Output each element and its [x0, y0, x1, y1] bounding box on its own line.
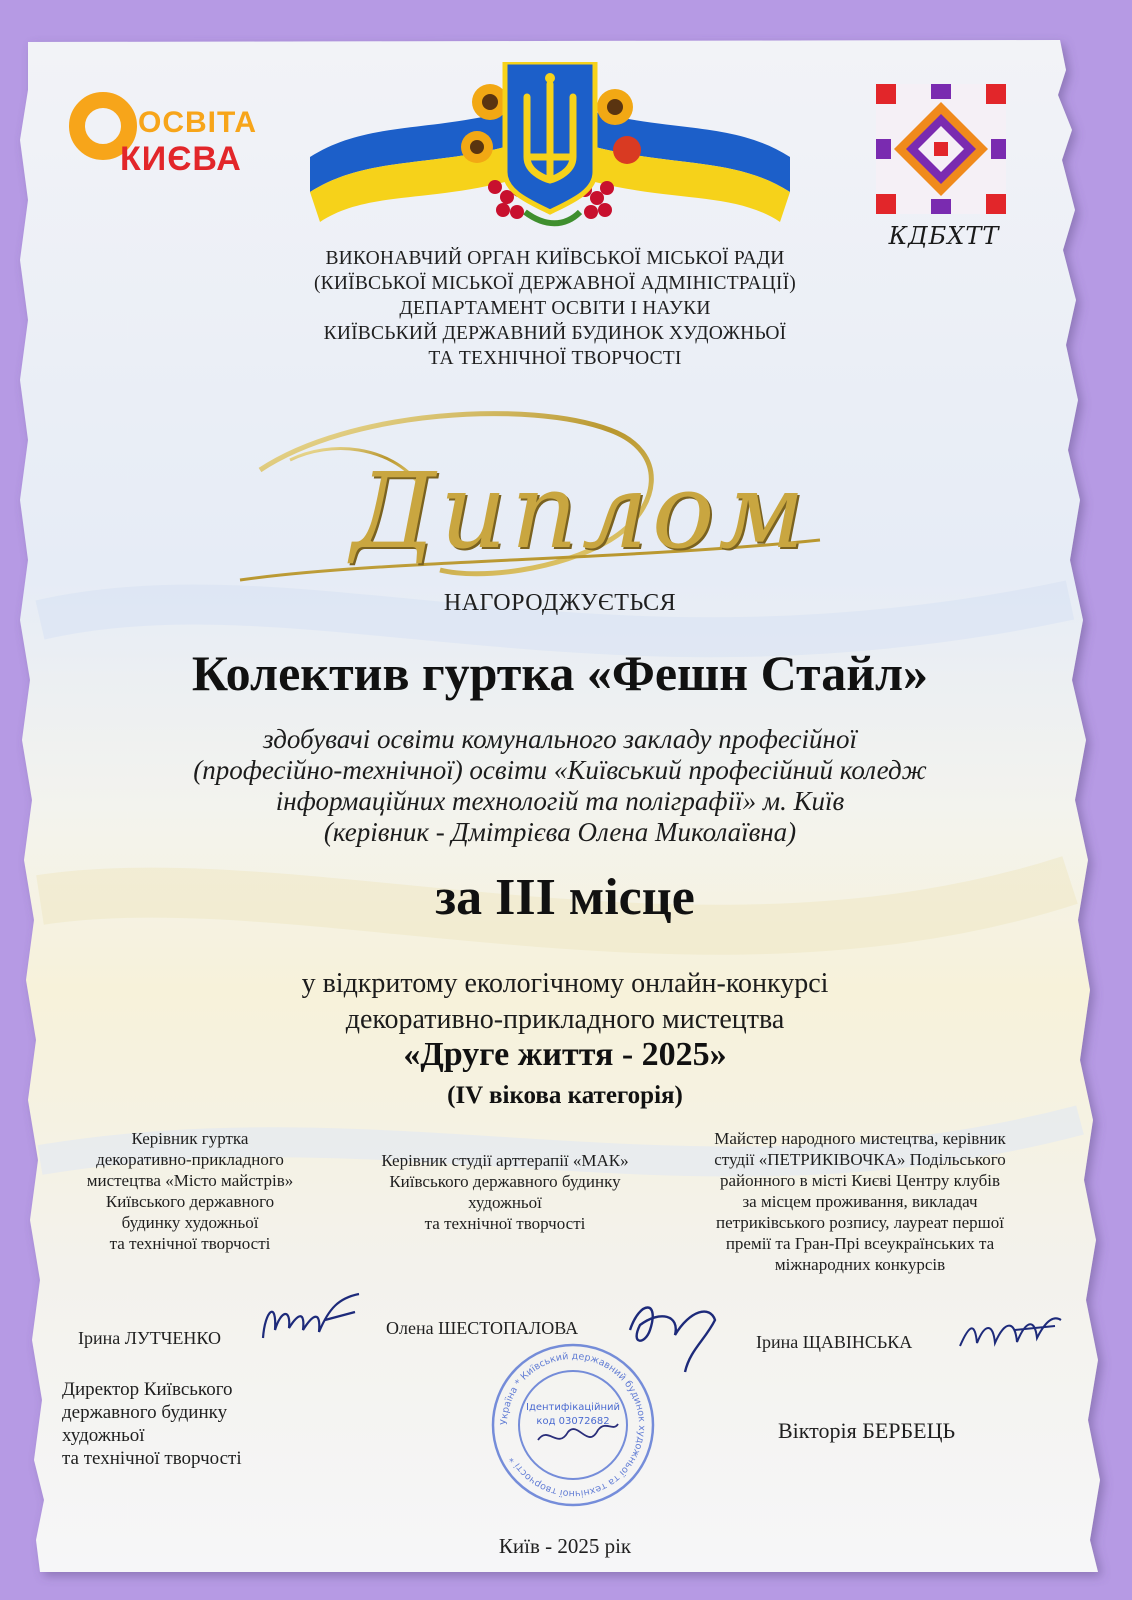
- contest-line-1: у відкритому екологічному онлайн-конкурсі: [301, 968, 829, 999]
- signatory-3-line: петриківського розпису, лауреат першої: [716, 1213, 1004, 1232]
- osvita-logo-line2: КИЄВА: [120, 140, 242, 178]
- signatory-1-line: Керівник гуртка: [131, 1129, 249, 1148]
- diploma-title: Диплом: [351, 450, 809, 572]
- director-name: Вікторія БЕРБЕЦЬ: [778, 1418, 956, 1443]
- signatory-3-line: Майстер народного мистецтва, керівник: [714, 1129, 1006, 1148]
- director-title: [62, 1378, 322, 1470]
- signatory-3-line: районного в місті Києві Центру клубів: [719, 1171, 1001, 1190]
- recipient-details-line-1: здобувачі освіти комунального закладу професійної: [263, 724, 857, 754]
- signatory-1-line: декоративно-прикладного: [96, 1150, 284, 1169]
- director-line: художньої: [62, 1425, 145, 1446]
- director-line: Директор Київського: [62, 1379, 233, 1400]
- signatory-1-name: Ірина ЛУТЧЕНКО: [78, 1328, 221, 1348]
- kdbhtt-logo: [874, 84, 1034, 264]
- signatory-3-name: Ірина ЩАВІНСЬКА: [756, 1332, 913, 1352]
- official-stamp: [488, 1340, 658, 1510]
- stamp-center-line-2: код 03072682: [536, 1416, 610, 1427]
- signatory-2-line: Київського державного будинку: [389, 1172, 621, 1191]
- recipient-details-line-3: інформаційних технологій та поліграфії» м. Київ: [275, 786, 845, 816]
- signature-1-scribble: [255, 1290, 365, 1350]
- ukraine-emblem: [305, 62, 795, 232]
- signature-3-scribble: [955, 1308, 1065, 1358]
- recipient-details-line-2: (професійно-технічної) освіти «Київський професійний коледж: [193, 755, 927, 785]
- header-line-1: ВИКОНАВЧИЙ ОРГАН КИЇВСЬКОЇ МІСЬКОЇ РАДИ: [325, 248, 785, 269]
- awarded-label: НАГОРОДЖУЄТЬСЯ: [443, 590, 677, 616]
- signatory-1-line: та технічної творчості: [109, 1234, 271, 1253]
- signatory-1-title: [60, 1128, 320, 1254]
- signatory-3-line: за місцем проживання, викладач: [742, 1192, 978, 1211]
- recipient-details-line-4: (керівник - Дмітрієва Олена Миколаївна): [323, 817, 797, 847]
- signatory-2-line: художньої: [468, 1193, 542, 1212]
- recipient-name: Колектив гуртка «Фешн Стайл»: [191, 645, 929, 701]
- signatory-3-line: студії «ПЕТРИКІВОЧКА» Подільського: [714, 1150, 1006, 1169]
- signatory-3-line: міжнародних конкурсів: [774, 1255, 946, 1274]
- header-line-2: (КИЇВСЬКОЇ МІСЬКОЇ ДЕРЖАВНОЇ АДМІНІСТРАЦІЇ): [313, 273, 797, 294]
- place-date: Київ - 2025 рік: [498, 1534, 632, 1558]
- contest-name: «Друге життя - 2025»: [403, 1036, 727, 1073]
- osvita-kyieva-logo: [68, 84, 288, 184]
- signatory-1-line: мистецтва «Місто майстрів»: [86, 1171, 294, 1190]
- stamp-ring-text: Україна * Київський державний будинок художньої та технічної творчості *: [498, 1350, 648, 1500]
- kdbhtt-caption: КДБХТТ: [888, 222, 1000, 250]
- place-award: за ІІІ місце: [435, 869, 695, 926]
- signatory-2-line: Керівник студії арттерапії «МАК»: [381, 1151, 629, 1170]
- signatory-2-name: Олена ШЕСТОПАЛОВА: [386, 1318, 579, 1338]
- header-line-4: КИЇВСЬКИЙ ДЕРЖАВНИЙ БУДИНОК ХУДОЖНЬОЇ: [323, 323, 787, 344]
- signatory-3-line: премії та Гран-Прі всеукраїнських та: [725, 1234, 995, 1253]
- signatory-1-line: Київського державного: [105, 1192, 275, 1211]
- signatory-1-line: будинку художньої: [121, 1213, 259, 1232]
- signatory-3-title: [670, 1128, 1050, 1275]
- stamp-center-line-1: Ідентифікаційний: [526, 1402, 620, 1413]
- osvita-logo-line1: ОСВІТА: [138, 106, 258, 139]
- director-line: та технічної творчості: [62, 1448, 242, 1469]
- header-line-5: ТА ТЕХНІЧНОЇ ТВОРЧОСТІ: [428, 348, 682, 369]
- director-line: державного будинку: [62, 1402, 228, 1423]
- contest-line-2: декоративно-прикладного мистецтва: [345, 1004, 785, 1035]
- signatory-2-line: та технічної творчості: [424, 1214, 586, 1233]
- embroidery-pattern-icon: [876, 84, 1006, 214]
- age-category: (IV вікова категорія): [447, 1082, 683, 1109]
- header-line-3: ДЕПАРТАМЕНТ ОСВІТИ І НАУКИ: [399, 298, 711, 319]
- signatory-2-title: [350, 1150, 660, 1234]
